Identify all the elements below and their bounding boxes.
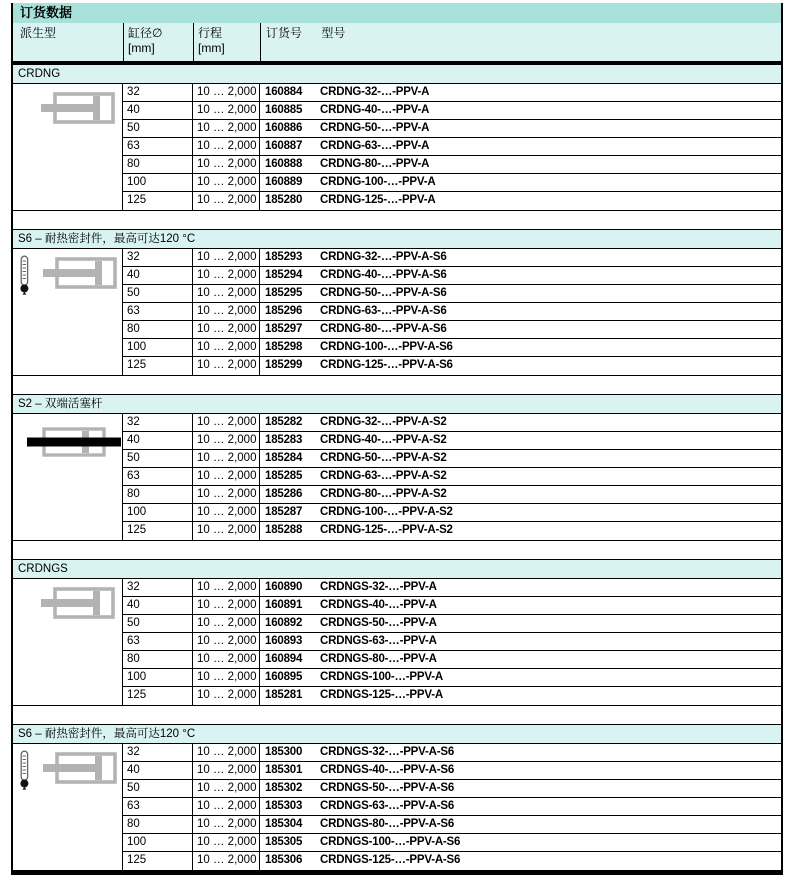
order-type-cell — [259, 120, 781, 137]
table-row — [123, 432, 781, 450]
order-number: 185301 — [265, 764, 303, 776]
table-row — [123, 780, 781, 798]
stroke-cell: 10 … 2,000 — [192, 579, 259, 596]
derivative-icon-cell — [13, 249, 123, 375]
type-code: CRDNG-32-…-PPV-A-S2 — [320, 416, 447, 428]
bore-cell: 100 — [127, 506, 147, 518]
bore-cell: 50 — [127, 122, 140, 134]
order-type-cell — [259, 651, 781, 668]
type-code: CRDNGS-40-…-PPV-A — [320, 599, 437, 611]
type-code: CRDNG-63-…-PPV-A-S6 — [320, 305, 447, 317]
table-row — [123, 138, 781, 156]
section-label: CRDNG — [18, 68, 61, 80]
bore-cell: 80 — [127, 488, 140, 500]
bore-cell: 40 — [127, 764, 140, 776]
order-number: 160892 — [265, 617, 303, 629]
section-rows — [123, 579, 781, 705]
stroke-cell: 10 … 2,000 — [192, 138, 259, 155]
bore-cell: 125 — [127, 359, 147, 371]
product-section — [13, 724, 781, 871]
bore-cell: 32 — [127, 251, 140, 263]
order-number: 185297 — [265, 323, 303, 335]
type-code: CRDNG-50-…-PPV-A-S2 — [320, 452, 447, 464]
stroke-cell: 10 … 2,000 — [192, 249, 259, 266]
section-table — [13, 579, 781, 706]
stroke-cell: 10 … 2,000 — [192, 762, 259, 779]
bore-cell: 80 — [127, 653, 140, 665]
bore-cell: 125 — [127, 194, 147, 206]
order-number: 185295 — [265, 287, 303, 299]
type-code: CRDNG-32-…-PPV-A-S6 — [320, 251, 447, 263]
section-table — [13, 414, 781, 541]
section-rows — [123, 249, 781, 375]
order-number: 185304 — [265, 818, 303, 830]
order-number: 160884 — [265, 86, 303, 98]
section-label: S6 – 耐热密封件，最高可达120 °C — [18, 728, 196, 740]
section-header-band — [13, 229, 781, 249]
type-code: CRDNGS-125-…-PPV-A-S6 — [320, 854, 461, 866]
type-code: CRDNGS-80-…-PPV-A — [320, 653, 437, 665]
stroke-cell: 10 … 2,000 — [192, 744, 259, 761]
column-stroke-label: 行程 — [198, 26, 223, 40]
stroke-cell: 10 … 2,000 — [192, 285, 259, 302]
stroke-cell: 10 … 2,000 — [192, 174, 259, 191]
column-order-and-type — [260, 23, 781, 61]
stroke-cell: 10 … 2,000 — [192, 651, 259, 668]
table-row — [123, 357, 781, 375]
bore-cell: 32 — [127, 416, 140, 428]
table-row — [123, 321, 781, 339]
table-row — [123, 102, 781, 120]
section-rows — [123, 744, 781, 870]
table-row — [123, 852, 781, 870]
table-row — [123, 522, 781, 540]
stroke-cell: 10 … 2,000 — [192, 486, 259, 503]
order-number: 185280 — [265, 194, 303, 206]
stroke-cell: 10 … 2,000 — [192, 597, 259, 614]
stroke-cell: 10 … 2,000 — [192, 192, 259, 210]
type-code: CRDNG-50-…-PPV-A-S6 — [320, 287, 447, 299]
section-label: CRDNGS — [18, 563, 68, 575]
bore-cell: 100 — [127, 176, 147, 188]
bore-cell: 100 — [127, 671, 147, 683]
table-row — [123, 615, 781, 633]
order-number: 185302 — [265, 782, 303, 794]
order-number: 185286 — [265, 488, 303, 500]
order-type-cell — [259, 798, 781, 815]
type-code: CRDNG-80-…-PPV-A-S6 — [320, 323, 447, 335]
table-row — [123, 633, 781, 651]
table-row — [123, 192, 781, 210]
thermometer-icon — [18, 750, 31, 796]
table-row — [123, 651, 781, 669]
column-order-no-label: 订货号 — [266, 26, 303, 40]
derivative-icon-cell — [13, 84, 123, 210]
bore-cell: 63 — [127, 470, 140, 482]
type-code: CRDNG-100-…-PPV-A-S2 — [320, 506, 453, 518]
order-number: 185306 — [265, 854, 303, 866]
order-type-cell — [259, 357, 781, 375]
stroke-cell: 10 … 2,000 — [192, 522, 259, 540]
order-number: 185287 — [265, 506, 303, 518]
ordering-data-table — [11, 3, 783, 875]
stroke-cell: 10 … 2,000 — [192, 84, 259, 101]
table-row — [123, 762, 781, 780]
section-table — [13, 84, 781, 211]
order-number: 185294 — [265, 269, 303, 281]
order-number: 160890 — [265, 581, 303, 593]
order-type-cell — [259, 486, 781, 503]
type-code: CRDNGS-32-…-PPV-A — [320, 581, 437, 593]
order-type-cell — [259, 579, 781, 596]
order-type-cell — [259, 84, 781, 101]
thermometer-icon — [18, 255, 31, 301]
bore-cell: 80 — [127, 323, 140, 335]
order-type-cell — [259, 762, 781, 779]
order-type-cell — [259, 450, 781, 467]
order-type-cell — [259, 615, 781, 632]
table-row — [123, 156, 781, 174]
order-type-cell — [259, 303, 781, 320]
type-code: CRDNG-63-…-PPV-A-S2 — [320, 470, 447, 482]
bore-cell: 63 — [127, 635, 140, 647]
order-number: 160885 — [265, 104, 303, 116]
stroke-cell: 10 … 2,000 — [192, 339, 259, 356]
order-type-cell — [259, 669, 781, 686]
order-type-cell — [259, 267, 781, 284]
table-row — [123, 174, 781, 192]
order-number: 160894 — [265, 653, 303, 665]
type-code: CRDNG-125-…-PPV-A-S2 — [320, 524, 453, 536]
column-type-label: 型号 — [321, 26, 346, 40]
stroke-cell: 10 … 2,000 — [192, 687, 259, 705]
order-number: 160895 — [265, 671, 303, 683]
section-header-band — [13, 394, 781, 414]
order-type-cell — [259, 834, 781, 851]
order-number: 185298 — [265, 341, 303, 353]
bore-cell: 40 — [127, 269, 140, 281]
type-code: CRDNG-32-…-PPV-A — [320, 86, 430, 98]
order-number: 185285 — [265, 470, 303, 482]
type-code: CRDNG-100-…-PPV-A — [320, 176, 436, 188]
order-number: 160891 — [265, 599, 303, 611]
type-code: CRDNGS-32-…-PPV-A-S6 — [320, 746, 455, 758]
bore-cell: 40 — [127, 434, 140, 446]
order-number: 160893 — [265, 635, 303, 647]
stroke-cell: 10 … 2,000 — [192, 267, 259, 284]
type-code: CRDNGS-40-…-PPV-A-S6 — [320, 764, 455, 776]
cylinder-icon — [43, 255, 119, 296]
section-label: S2 – 双端活塞杆 — [18, 398, 103, 410]
column-derivative-type — [13, 23, 123, 61]
section-rows — [123, 84, 781, 210]
table-row — [123, 579, 781, 597]
order-type-cell — [259, 249, 781, 266]
section-header-band — [13, 559, 781, 579]
table-row — [123, 834, 781, 852]
order-number: 185303 — [265, 800, 303, 812]
order-number: 185299 — [265, 359, 303, 371]
type-code: CRDNG-50-…-PPV-A — [320, 122, 430, 134]
product-section — [13, 559, 781, 706]
section-header-band — [13, 64, 781, 84]
table-row — [123, 816, 781, 834]
stroke-cell: 10 … 2,000 — [192, 120, 259, 137]
section-table — [13, 249, 781, 376]
stroke-cell: 10 … 2,000 — [192, 432, 259, 449]
column-bore-unit: [mm] — [128, 41, 155, 55]
order-type-cell — [259, 687, 781, 705]
stroke-cell: 10 … 2,000 — [192, 414, 259, 431]
product-section — [13, 64, 781, 211]
type-code: CRDNG-125-…-PPV-A — [320, 194, 436, 206]
derivative-icon-cell — [13, 579, 123, 705]
order-number: 185284 — [265, 452, 303, 464]
order-number: 185305 — [265, 836, 303, 848]
order-type-cell — [259, 156, 781, 173]
table-row — [123, 339, 781, 357]
order-number: 185281 — [265, 689, 303, 701]
stroke-cell: 10 … 2,000 — [192, 633, 259, 650]
order-number: 185288 — [265, 524, 303, 536]
order-number: 185293 — [265, 251, 303, 263]
order-type-cell — [259, 522, 781, 540]
bore-cell: 50 — [127, 617, 140, 629]
section-table — [13, 744, 781, 871]
table-row — [123, 450, 781, 468]
cylinder-through-rod-icon — [27, 424, 121, 465]
order-type-cell — [259, 339, 781, 356]
stroke-cell: 10 … 2,000 — [192, 834, 259, 851]
order-number: 185283 — [265, 434, 303, 446]
column-derivative-label: 派生型 — [20, 26, 57, 40]
section-rows — [123, 414, 781, 540]
bore-cell: 125 — [127, 689, 147, 701]
order-number: 185300 — [265, 746, 303, 758]
section-header-band — [13, 724, 781, 744]
bore-cell: 63 — [127, 140, 140, 152]
derivative-icon-cell — [13, 414, 123, 540]
order-number: 160888 — [265, 158, 303, 170]
column-bore-label: 缸径∅ — [128, 26, 163, 40]
stroke-cell: 10 … 2,000 — [192, 816, 259, 833]
type-code: CRDNG-80-…-PPV-A-S2 — [320, 488, 447, 500]
order-type-cell — [259, 321, 781, 338]
stroke-cell: 10 … 2,000 — [192, 780, 259, 797]
order-number: 160886 — [265, 122, 303, 134]
type-code: CRDNG-40-…-PPV-A — [320, 104, 430, 116]
stroke-cell: 10 … 2,000 — [192, 303, 259, 320]
product-section — [13, 394, 781, 541]
order-type-cell — [259, 504, 781, 521]
order-type-cell — [259, 852, 781, 870]
stroke-cell: 10 … 2,000 — [192, 852, 259, 870]
stroke-cell: 10 … 2,000 — [192, 468, 259, 485]
order-number: 160887 — [265, 140, 303, 152]
cylinder-icon — [41, 90, 117, 131]
type-code: CRDNGS-63-…-PPV-A-S6 — [320, 800, 455, 812]
type-code: CRDNG-40-…-PPV-A-S6 — [320, 269, 447, 281]
cylinder-icon — [43, 750, 119, 791]
sections-container — [13, 64, 781, 871]
table-row — [123, 669, 781, 687]
column-stroke — [193, 23, 260, 61]
bore-cell: 100 — [127, 341, 147, 353]
bore-cell: 125 — [127, 854, 147, 866]
table-row — [123, 486, 781, 504]
type-code: CRDNGS-100-…-PPV-A-S6 — [320, 836, 461, 848]
bore-cell: 80 — [127, 818, 140, 830]
type-code: CRDNGS-125-…-PPV-A — [320, 689, 443, 701]
table-row — [123, 744, 781, 762]
type-code: CRDNGS-63-…-PPV-A — [320, 635, 437, 647]
table-row — [123, 798, 781, 816]
type-code: CRDNGS-100-…-PPV-A — [320, 671, 443, 683]
product-section — [13, 229, 781, 376]
column-bore — [123, 23, 193, 61]
stroke-cell: 10 … 2,000 — [192, 504, 259, 521]
bore-cell: 32 — [127, 86, 140, 98]
order-type-cell — [259, 780, 781, 797]
bore-cell: 125 — [127, 524, 147, 536]
order-type-cell — [259, 285, 781, 302]
order-number: 185296 — [265, 305, 303, 317]
bore-cell: 50 — [127, 782, 140, 794]
table-row — [123, 285, 781, 303]
section-label: S6 – 耐热密封件，最高可达120 °C — [18, 233, 196, 245]
type-code: CRDNG-125-…-PPV-A-S6 — [320, 359, 453, 371]
order-type-cell — [259, 597, 781, 614]
type-code: CRDNG-40-…-PPV-A-S2 — [320, 434, 447, 446]
order-type-cell — [259, 174, 781, 191]
type-code: CRDNGS-80-…-PPV-A-S6 — [320, 818, 455, 830]
table-row — [123, 504, 781, 522]
stroke-cell: 10 … 2,000 — [192, 669, 259, 686]
order-type-cell — [259, 414, 781, 431]
bore-cell: 80 — [127, 158, 140, 170]
bore-cell: 40 — [127, 599, 140, 611]
table-row — [123, 687, 781, 705]
bore-cell: 32 — [127, 746, 140, 758]
table-row — [123, 249, 781, 267]
table-row — [123, 597, 781, 615]
type-code: CRDNG-63-…-PPV-A — [320, 140, 430, 152]
order-type-cell — [259, 192, 781, 210]
bore-cell: 32 — [127, 581, 140, 593]
stroke-cell: 10 … 2,000 — [192, 321, 259, 338]
order-number: 160889 — [265, 176, 303, 188]
column-stroke-unit: [mm] — [198, 41, 225, 55]
type-code: CRDNG-80-…-PPV-A — [320, 158, 430, 170]
bore-cell: 63 — [127, 800, 140, 812]
order-type-cell — [259, 633, 781, 650]
bottom-rule — [13, 871, 781, 875]
stroke-cell: 10 … 2,000 — [192, 615, 259, 632]
page-title: 订货数据 — [13, 3, 781, 23]
order-type-cell — [259, 432, 781, 449]
table-row — [123, 267, 781, 285]
stroke-cell: 10 … 2,000 — [192, 102, 259, 119]
bore-cell: 50 — [127, 287, 140, 299]
derivative-icon-cell — [13, 744, 123, 870]
order-type-cell — [259, 816, 781, 833]
column-header-row — [13, 23, 781, 61]
type-code: CRDNG-100-…-PPV-A-S6 — [320, 341, 453, 353]
order-type-cell — [259, 138, 781, 155]
order-type-cell — [259, 468, 781, 485]
stroke-cell: 10 … 2,000 — [192, 798, 259, 815]
stroke-cell: 10 … 2,000 — [192, 450, 259, 467]
table-row — [123, 84, 781, 102]
table-row — [123, 468, 781, 486]
order-type-cell — [259, 744, 781, 761]
table-row — [123, 414, 781, 432]
bore-cell: 40 — [127, 104, 140, 116]
bore-cell: 50 — [127, 452, 140, 464]
cylinder-icon — [41, 585, 117, 626]
stroke-cell: 10 … 2,000 — [192, 156, 259, 173]
stroke-cell: 10 … 2,000 — [192, 357, 259, 375]
order-type-cell — [259, 102, 781, 119]
order-number: 185282 — [265, 416, 303, 428]
type-code: CRDNGS-50-…-PPV-A-S6 — [320, 782, 455, 794]
type-code: CRDNGS-50-…-PPV-A — [320, 617, 437, 629]
table-row — [123, 120, 781, 138]
bore-cell: 63 — [127, 305, 140, 317]
bore-cell: 100 — [127, 836, 147, 848]
table-row — [123, 303, 781, 321]
